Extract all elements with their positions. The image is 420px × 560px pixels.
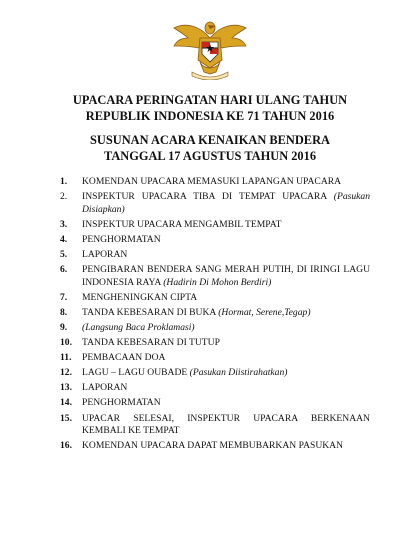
agenda-item bbox=[60, 234, 370, 247]
agenda-item-text: KOMENDAN UPACARA DAPAT MEMBUBARKAN PASUKAN bbox=[82, 440, 344, 452]
agenda-item-text: TANDA KEBESARAN DI TUTUP bbox=[82, 337, 220, 349]
agenda-item bbox=[60, 219, 370, 232]
agenda-item-number: 5. bbox=[60, 248, 68, 260]
agenda-item bbox=[60, 307, 370, 320]
agenda-item-number: 9. bbox=[60, 321, 68, 333]
agenda-item-text: PENGHORMATAN bbox=[82, 233, 161, 245]
agenda-item-number: 3. bbox=[60, 218, 68, 230]
agenda-item-text: LAPORAN bbox=[82, 248, 128, 260]
agenda-item-number: 10. bbox=[60, 337, 72, 349]
title-line: REPUBLIK INDONESIA KE 71 TAHUN 2016 bbox=[85, 109, 335, 123]
agenda-item-number: 7. bbox=[60, 291, 68, 303]
agenda-item-text: PENGHORMATAN bbox=[82, 397, 161, 409]
agenda-item bbox=[60, 264, 370, 289]
agenda-item-number: 12. bbox=[60, 367, 72, 379]
subtitle-line: TANGGAL 17 AGUSTUS TAHUN 2016 bbox=[103, 149, 317, 163]
agenda-item-number: 11. bbox=[60, 352, 72, 364]
agenda-item-number: 13. bbox=[60, 382, 72, 394]
agenda-item-text: MENGHENINGKAN CIPTA bbox=[82, 291, 198, 303]
agenda-item bbox=[60, 367, 370, 380]
document-title bbox=[40, 92, 380, 124]
agenda-item-note: (Hadirin Di Mohon Berdiri) bbox=[163, 276, 272, 288]
agenda-item bbox=[60, 176, 370, 189]
title-line: UPACARA PERINGATAN HARI ULANG TAHUN bbox=[72, 93, 348, 107]
agenda-item bbox=[60, 382, 370, 395]
agenda-item-text: KOMENDAN UPACARA MEMASUKI LAPANGAN UPACARA bbox=[82, 176, 342, 187]
agenda-item-number: 14. bbox=[60, 397, 72, 409]
agenda-item-text: TANDA KEBESARAN DI BUKA bbox=[82, 306, 216, 318]
agenda-item bbox=[60, 440, 370, 453]
agenda-item-note: (Langsung Baca Proklamasi) bbox=[82, 321, 195, 333]
agenda-item-text: INSPEKTUR UPACARA MENGAMBIL TEMPAT bbox=[82, 218, 282, 230]
agenda-item-number: 2. bbox=[60, 191, 68, 203]
agenda-item bbox=[60, 191, 370, 216]
agenda-item-note: (Hormat, Serene,Tegap) bbox=[218, 306, 311, 318]
agenda-item-number: 16. bbox=[60, 440, 72, 452]
agenda-item-number: 1. bbox=[60, 176, 68, 187]
agenda-item bbox=[60, 322, 370, 335]
document-subtitle bbox=[40, 132, 380, 164]
agenda-item bbox=[60, 352, 370, 365]
agenda-list bbox=[60, 176, 370, 455]
agenda-item-text: PENGIBARAN BENDERA SANG MERAH PUTIH, DI IRINGI LAGU INDONESIA RAYA bbox=[82, 264, 370, 288]
agenda-item bbox=[60, 337, 370, 350]
agenda-item-note: (Pasukan Disiapkan) bbox=[82, 191, 370, 215]
agenda-item-text: LAPORAN bbox=[82, 382, 128, 394]
agenda-item-note: (Pasukan Diistirahatkan) bbox=[189, 367, 288, 379]
agenda-item bbox=[60, 249, 370, 262]
agenda-item-text: PEMBACAAN DOA bbox=[82, 352, 166, 364]
agenda-item bbox=[60, 292, 370, 305]
agenda-item bbox=[60, 397, 370, 410]
agenda-item-text: LAGU – LAGU OUBADE bbox=[82, 367, 188, 379]
agenda-item bbox=[60, 413, 370, 438]
agenda-item-number: 4. bbox=[60, 233, 68, 245]
garuda-emblem-icon bbox=[170, 16, 250, 80]
agenda-item-number: 15. bbox=[60, 412, 72, 424]
agenda-item-number: 6. bbox=[60, 264, 68, 276]
agenda-item-text: UPACAR SELESAI, INSPEKTUR UPACARA BERKENAAN KEMBALI KE TEMPAT bbox=[82, 412, 370, 437]
agenda-item-text: INSPEKTUR UPACARA TIBA DI TEMPAT UPACARA bbox=[82, 191, 327, 203]
agenda-item-number: 8. bbox=[60, 306, 68, 318]
subtitle-line: SUSUNAN ACARA KENAIKAN BENDERA bbox=[90, 133, 330, 147]
